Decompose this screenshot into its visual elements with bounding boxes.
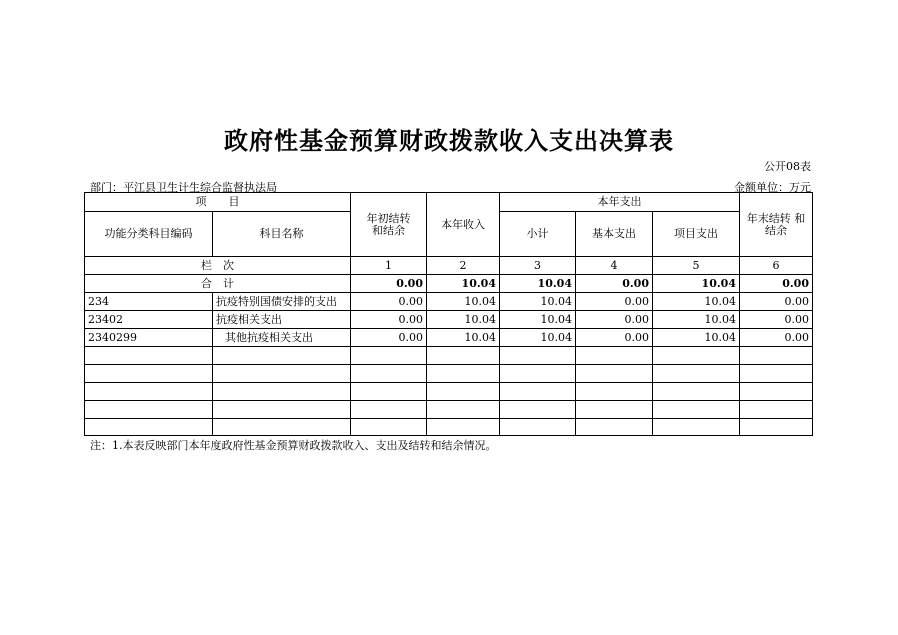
table-row bbox=[85, 293, 813, 311]
department-label: 部门：平江县卫生计生综合监督执法局 bbox=[90, 181, 277, 194]
header-opening-balance: 年初结转 和结余 bbox=[351, 193, 427, 257]
header-closing-balance: 年末结转 和 结余 bbox=[740, 193, 813, 257]
header-subtotal: 小计 bbox=[500, 212, 576, 257]
cell: 4 bbox=[576, 257, 653, 275]
cell: 0.00 bbox=[576, 311, 653, 329]
unit-label: 金额单位：万元 bbox=[734, 181, 811, 194]
header-basic: 基本支出 bbox=[576, 212, 653, 257]
cell-code: 2340299 bbox=[85, 329, 213, 347]
footnote: 注：1.本表反映部门本年度政府性基金预算财政拨款收入、支出及结转和结余情况。 bbox=[90, 439, 497, 452]
column-number-row bbox=[85, 257, 813, 275]
cell: 0.00 bbox=[740, 275, 813, 293]
empty-row bbox=[85, 401, 813, 419]
cell: 5 bbox=[653, 257, 740, 275]
cell: 0.00 bbox=[351, 311, 427, 329]
header-subject-name: 科目名称 bbox=[213, 212, 351, 257]
cell: 1 bbox=[351, 257, 427, 275]
cell: 10.04 bbox=[653, 329, 740, 347]
cell: 10.04 bbox=[427, 275, 500, 293]
cell: 10.04 bbox=[427, 311, 500, 329]
header-item: 项 目 bbox=[85, 193, 351, 212]
cell: 0.00 bbox=[576, 329, 653, 347]
empty-row bbox=[85, 365, 813, 383]
cell-name: 其他抗疫相关支出 bbox=[213, 329, 351, 347]
expenditure-table bbox=[84, 192, 813, 436]
column-number-label: 栏 次 bbox=[85, 257, 351, 275]
cell-code: 234 bbox=[85, 293, 213, 311]
cell-name: 抗疫相关支出 bbox=[213, 311, 351, 329]
total-label: 合 计 bbox=[85, 275, 351, 293]
header-func-code: 功能分类科目编码 bbox=[85, 212, 213, 257]
cell: 10.04 bbox=[653, 275, 740, 293]
header-project: 项目支出 bbox=[653, 212, 740, 257]
cell: 10.04 bbox=[500, 329, 576, 347]
cell: 0.00 bbox=[351, 329, 427, 347]
cell: 10.04 bbox=[653, 311, 740, 329]
cell: 0.00 bbox=[576, 275, 653, 293]
cell: 10.04 bbox=[653, 293, 740, 311]
header-income: 本年收入 bbox=[427, 193, 500, 257]
cell: 10.04 bbox=[500, 293, 576, 311]
empty-row bbox=[85, 347, 813, 365]
cell: 0.00 bbox=[740, 311, 813, 329]
table-row bbox=[85, 329, 813, 347]
header-expenditure: 本年支出 bbox=[500, 193, 740, 212]
total-row bbox=[85, 275, 813, 293]
cell: 0.00 bbox=[576, 293, 653, 311]
cell: 0.00 bbox=[740, 293, 813, 311]
table-row bbox=[85, 311, 813, 329]
empty-row bbox=[85, 383, 813, 401]
cell: 6 bbox=[740, 257, 813, 275]
empty-row bbox=[85, 419, 813, 436]
cell: 3 bbox=[500, 257, 576, 275]
cell: 10.04 bbox=[427, 329, 500, 347]
cell: 10.04 bbox=[427, 293, 500, 311]
cell: 10.04 bbox=[500, 311, 576, 329]
form-code: 公开08表 bbox=[764, 160, 811, 173]
cell: 10.04 bbox=[500, 275, 576, 293]
cell: 0.00 bbox=[740, 329, 813, 347]
cell: 0.00 bbox=[351, 275, 427, 293]
cell: 2 bbox=[427, 257, 500, 275]
cell-code: 23402 bbox=[85, 311, 213, 329]
cell-name: 抗疫特别国债安排的支出 bbox=[213, 293, 351, 311]
cell: 0.00 bbox=[351, 293, 427, 311]
page-title: 政府性基金预算财政拨款收入支出决算表 bbox=[224, 127, 674, 155]
